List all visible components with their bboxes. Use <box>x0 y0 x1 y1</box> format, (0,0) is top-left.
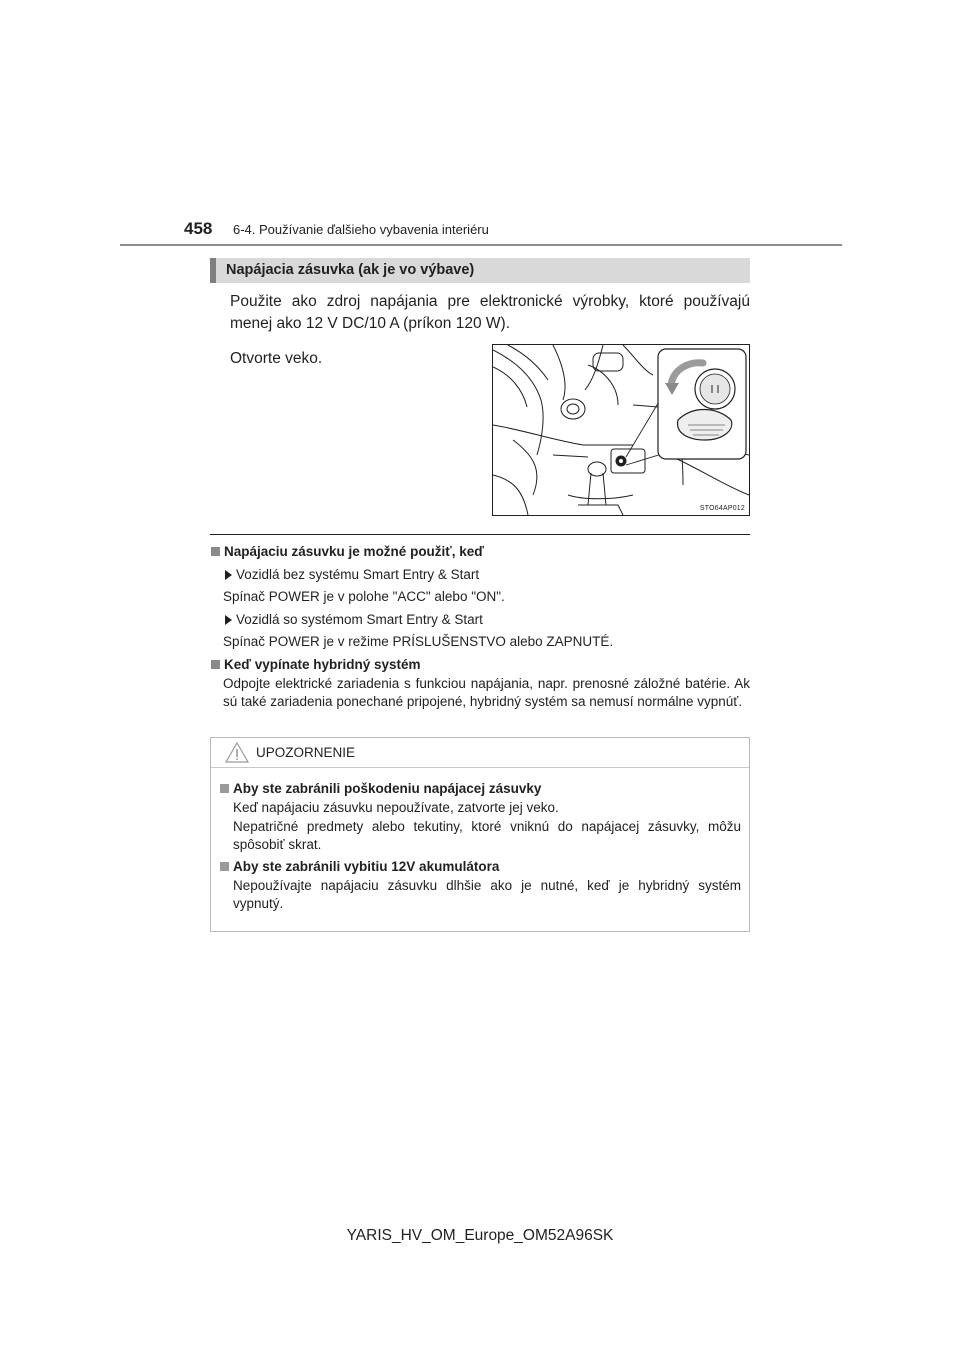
caution-heading: Aby ste zabránili vybitiu 12V akumulátora <box>211 858 741 876</box>
caution-header <box>211 738 749 768</box>
square-bullet-icon <box>211 547 220 556</box>
note-paragraph: Odpojte elektrické zariadenia s funkciou napájania, napr. prenosné záložné batérie. Ak sú také zariadenia ponechané pripojené, hybridný systém sa nemusí normálne vypnúť. <box>223 676 750 709</box>
note-heading-shutdown: Keď vypínate hybridný systém <box>210 656 750 674</box>
caution-body <box>211 778 751 913</box>
section-title: 6-4. Používanie ďalšieho vybavenia interiéru <box>233 222 489 237</box>
square-bullet-icon <box>220 784 229 793</box>
banner-title: Napájacia zásuvka (ak je vo výbave) <box>226 262 475 278</box>
page-number: 458 <box>184 219 213 238</box>
caution-box <box>210 737 750 932</box>
square-bullet-icon <box>211 660 220 669</box>
note-line: Spínač POWER je v polohe "ACC" alebo "ON". <box>223 589 505 604</box>
dashboard-drawing <box>493 345 749 515</box>
banner-accent-bar <box>210 258 216 283</box>
power-outlet-illustration <box>492 344 750 516</box>
bullet-item: Vozidlá so systémom Smart Entry & Start <box>210 611 750 629</box>
page-footer: YARIS_HV_OM_Europe_OM52A96SK <box>346 1227 614 1244</box>
caution-line: Nepoužívajte napájaciu zásuvku dlhšie ako je nutné, keď je hybridný systém vypnutý. <box>233 878 741 911</box>
caution-title: UPOZORNENIE <box>256 745 356 760</box>
note-line: Spínač POWER je v režime PRÍSLUŠENSTVO alebo ZAPNUTÉ. <box>223 634 614 649</box>
warning-triangle-icon <box>225 742 249 763</box>
square-bullet-icon <box>220 862 229 871</box>
caution-heading: Aby ste zabránili poškodeniu napájacej zásuvky <box>211 780 741 798</box>
triangle-bullet-icon <box>225 615 232 625</box>
figure-code: STO64AP012 <box>699 505 745 512</box>
step-instruction: Otvorte veko. <box>230 350 323 367</box>
notes-section <box>210 541 750 711</box>
section-divider <box>210 534 750 535</box>
intro-paragraph: Použite ako zdroj napájania pre elektronické výrobky, ktoré používajú menej ako 12 V DC/10 A (príkon 120 W). <box>230 293 750 332</box>
note-heading-usable: Napájaciu zásuvku je možné použiť, keď <box>210 543 750 561</box>
header-rule <box>120 244 842 246</box>
triangle-bullet-icon <box>225 570 232 580</box>
bullet-item: Vozidlá bez systému Smart Entry & Start <box>210 566 750 584</box>
caution-line: Nepatričné predmety alebo tekutiny, ktoré vniknú do napájacej zásuvky, môžu spôsobiť skrat. <box>233 819 741 852</box>
section-banner <box>210 258 750 283</box>
caution-line: Keď napájaciu zásuvku nepoužívate, zatvorte jej veko. <box>233 800 559 815</box>
